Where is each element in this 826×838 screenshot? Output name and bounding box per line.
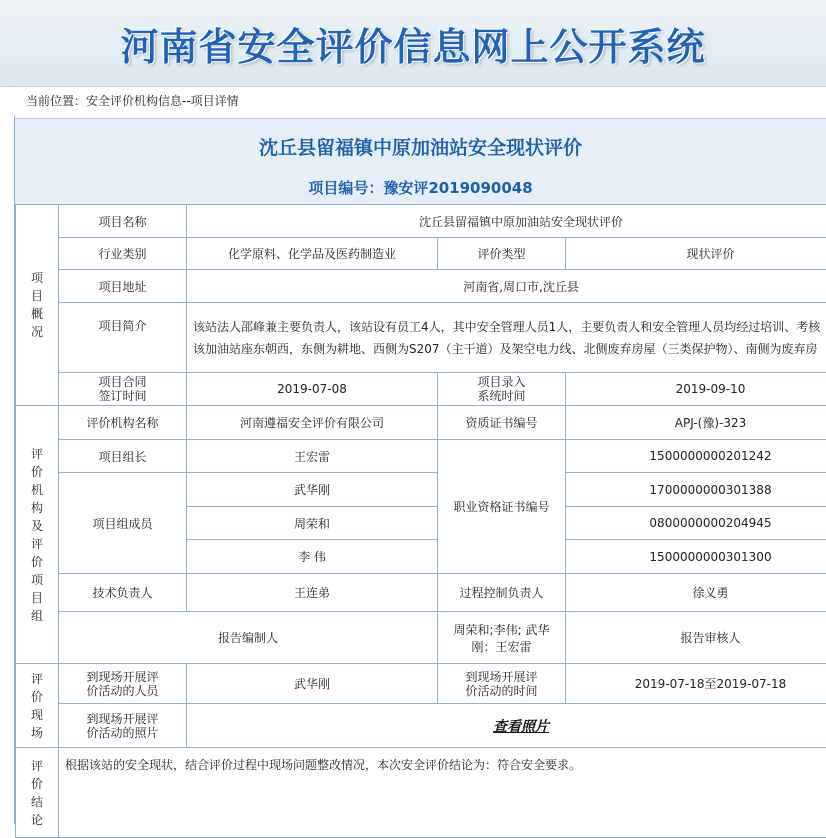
intro-line-2: 该加油站座东朝西，东侧为耕地、西侧为S207（主干道）及架空电力线、北侧废弃房屋（三类保护物）、南侧为废弃房 (193, 338, 826, 360)
section-conclusion: 评价结论 (16, 748, 59, 838)
breadcrumb-label: 当前位置： (26, 94, 86, 108)
site-time-value: 2019-07-18至2019-07-18 (566, 664, 826, 704)
tech-value: 王连弟 (187, 574, 438, 612)
intro-line-1: 该站法人邵峰兼主要负责人，该站设有员工4人，其中安全管理人员1人，主要负责人和安全管理人员均经过培训、考核 (193, 316, 826, 338)
process-label: 过程控制负责人 (438, 574, 566, 612)
row-org (16, 406, 826, 440)
member-cert: 0800000000204945 (566, 507, 826, 540)
entry-value: 2019-09-10 (566, 373, 826, 406)
section-site: 评价现场 (16, 664, 59, 748)
row-industry (16, 238, 826, 270)
project-code: 项目编号：豫安评2019090048 (15, 177, 826, 198)
row-name (16, 205, 826, 238)
site-person-value: 武华刚 (187, 664, 438, 704)
member-name: 周荣和 (187, 507, 438, 540)
member-cert: 1700000000301388 (566, 473, 826, 507)
project-title: 沈丘县留福镇中原加油站安全现状评价 (15, 133, 826, 160)
review-label: 报告审核人 (566, 612, 826, 664)
row-leader (16, 440, 826, 473)
row-tech (16, 574, 826, 612)
row-conclusion (16, 748, 826, 838)
breadcrumb (14, 87, 826, 115)
site-time-label: 到现场开展评 价活动的时间 (438, 664, 566, 704)
row-intro (16, 303, 826, 373)
member-cert: 1500000000301300 (566, 540, 826, 574)
cert-label: 资质证书编号 (438, 406, 566, 440)
section-org: 评价机构及评价项目组 (16, 406, 59, 664)
member-name: 武华刚 (187, 473, 438, 507)
leader-value: 王宏雷 (187, 440, 438, 473)
address-value: 河南省,周口市,沈丘县 (187, 270, 826, 303)
type-value: 现状评价 (566, 238, 826, 270)
contract-label: 项目合同 签订时间 (59, 373, 187, 406)
industry-value: 化学原料、化学品及医药制造业 (187, 238, 438, 270)
section-overview: 项目概况 (16, 205, 59, 406)
org-label: 评价机构名称 (59, 406, 187, 440)
industry-label: 行业类别 (59, 238, 187, 270)
cert-value: APJ-(豫)-323 (566, 406, 826, 440)
intro-label: 项目简介 (59, 303, 187, 373)
org-value: 河南遵福安全评价有限公司 (187, 406, 438, 440)
contract-value: 2019-07-08 (187, 373, 438, 406)
breadcrumb-path[interactable]: 安全评价机构信息--项目详情 (86, 94, 239, 108)
row-member-1 (16, 473, 826, 507)
project-header (15, 118, 826, 205)
row-address (16, 270, 826, 303)
name-value: 沈丘县留福镇中原加油站安全现状评价 (187, 205, 826, 238)
tech-label: 技术负责人 (59, 574, 187, 612)
leader-label: 项目组长 (59, 440, 187, 473)
report-label: 报告编制人 (59, 612, 438, 664)
view-photos-link[interactable]: 查看照片 (493, 719, 549, 735)
entry-label: 项目录入 系统时间 (438, 373, 566, 406)
type-label: 评价类型 (438, 238, 566, 270)
site-banner (0, 0, 826, 87)
site-title: 河南省安全评价信息网上公开系统 (0, 16, 826, 71)
leader-cert: 1500000000201242 (566, 440, 826, 473)
report-value: 周荣和;李伟; 武华刚：王宏雷 (438, 612, 566, 664)
address-label: 项目地址 (59, 270, 187, 303)
conclusion-value: 根据该站的安全现状，结合评价过程中现场问题整改情况，本次安全评价结论为：符合安全要求。 (59, 748, 826, 838)
project-detail-table (15, 204, 826, 838)
member-name: 李 伟 (187, 540, 438, 574)
row-report (16, 612, 826, 664)
site-person-label: 到现场开展评 价活动的人员 (59, 664, 187, 704)
row-site-person (16, 664, 826, 704)
row-dates (16, 373, 826, 406)
intro-value (187, 303, 826, 373)
qual-label: 职业资格证书编号 (438, 440, 566, 574)
process-value: 徐义勇 (566, 574, 826, 612)
row-site-photo (16, 704, 826, 748)
site-photo-label: 到现场开展评 价活动的照片 (59, 704, 187, 748)
name-label: 项目名称 (59, 205, 187, 238)
members-label: 项目组成员 (59, 473, 187, 574)
site-photo-cell (187, 704, 826, 748)
